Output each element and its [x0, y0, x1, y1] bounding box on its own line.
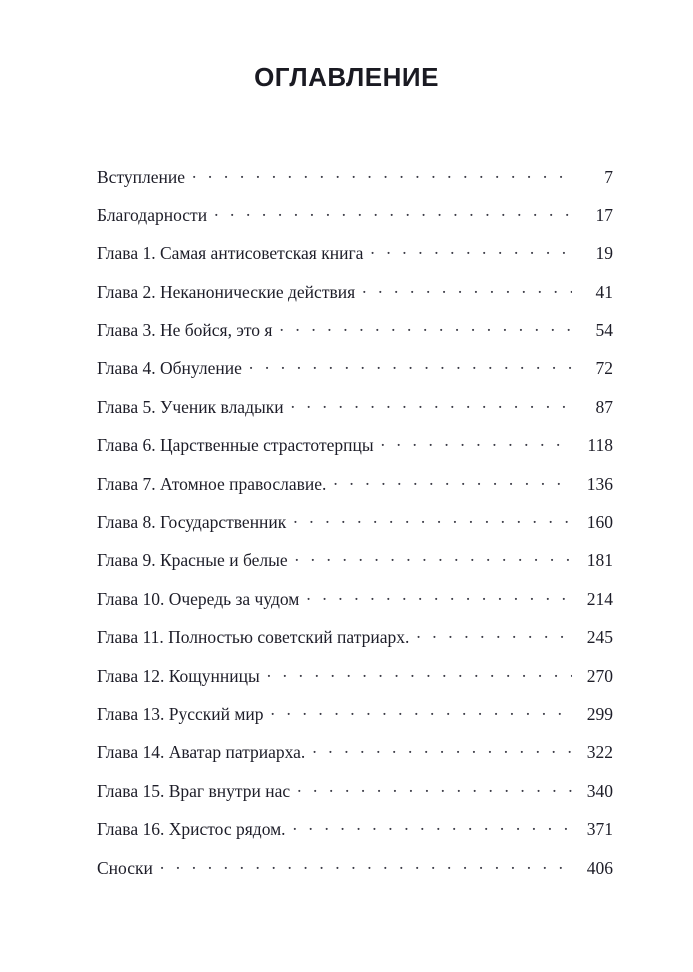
toc-dot-leader — [306, 587, 572, 605]
toc-dot-leader — [293, 818, 572, 836]
toc-dot-leader — [291, 395, 572, 413]
toc-entry-label: Глава 9. Красные и белые — [97, 550, 288, 571]
toc-entry[interactable] — [97, 702, 613, 740]
toc-entry-label: Глава 6. Царственные страстотерпцы — [97, 435, 374, 456]
toc-entry-label: Глава 15. Враг внутри нас — [97, 780, 291, 801]
toc-entry-page-number: 136 — [586, 473, 613, 494]
toc-dot-leader — [214, 203, 572, 221]
toc-entry-page-number: 41 — [595, 281, 613, 302]
toc-entry-label: Глава 1. Самая антисоветская книга — [97, 243, 364, 264]
toc-dot-leader — [192, 165, 572, 183]
toc-entry-page-number: 214 — [586, 588, 613, 609]
toc-entry-label: Сноски — [97, 857, 153, 878]
toc-entry-page-number: 87 — [595, 396, 613, 417]
toc-entry[interactable] — [97, 779, 613, 817]
toc-entry-label: Глава 13. Русский мир — [97, 703, 264, 724]
toc-entry[interactable] — [97, 319, 613, 357]
toc-dot-leader — [381, 434, 572, 452]
toc-entry-label: Благодарности — [97, 204, 208, 225]
toc-entry[interactable] — [97, 664, 613, 702]
toc-entry-label: Глава 14. Аватар патриарха. — [97, 742, 306, 763]
toc-dot-leader — [160, 856, 572, 874]
toc-entry-page-number: 72 — [595, 358, 613, 379]
toc-entry[interactable] — [97, 856, 613, 894]
toc-entry[interactable] — [97, 472, 613, 510]
toc-dot-leader — [267, 664, 572, 682]
toc-entry[interactable] — [97, 242, 613, 280]
toc-dot-leader — [297, 779, 572, 797]
toc-dot-leader — [416, 626, 572, 644]
toc-dot-leader — [295, 549, 572, 567]
toc-entry-label: Глава 2. Неканонические действия — [97, 281, 356, 302]
toc-entry-label: Глава 4. Обнуление — [97, 358, 242, 379]
toc-entry-label: Глава 10. Очередь за чудом — [97, 588, 300, 609]
toc-entry-page-number: 322 — [586, 742, 613, 763]
toc-entry[interactable] — [97, 818, 613, 856]
toc-entry[interactable] — [97, 165, 613, 203]
toc-entry-page-number: 245 — [586, 627, 613, 648]
toc-entry[interactable] — [97, 549, 613, 587]
toc-entry-page-number: 19 — [595, 243, 613, 264]
toc-entry[interactable] — [97, 357, 613, 395]
toc-entry-page-number: 406 — [586, 857, 613, 878]
toc-entry-label: Глава 5. Ученик владыки — [97, 396, 284, 417]
toc-entry-page-number: 17 — [595, 204, 613, 225]
toc-dot-leader — [293, 511, 572, 529]
toc-dot-leader — [370, 242, 572, 260]
toc-entry[interactable] — [97, 741, 613, 779]
toc-dot-leader — [333, 472, 572, 490]
toc-entry-label: Глава 7. Атомное православие. — [97, 473, 327, 494]
toc-entry[interactable] — [97, 511, 613, 549]
toc-entry-page-number: 270 — [586, 665, 613, 686]
toc-entry-page-number: 7 — [604, 166, 613, 187]
toc-entry-label: Вступление — [97, 166, 185, 187]
toc-dot-leader — [271, 702, 572, 720]
toc-entry-label: Глава 12. Кощунницы — [97, 665, 260, 686]
toc-entry[interactable] — [97, 395, 613, 433]
toc-entry-page-number: 371 — [586, 819, 613, 840]
toc-dot-leader — [279, 319, 572, 337]
toc-entry[interactable] — [97, 280, 613, 318]
toc-entry[interactable] — [97, 587, 613, 625]
toc-entry-page-number: 340 — [586, 780, 613, 801]
toc-entry[interactable] — [97, 203, 613, 241]
toc-dot-leader — [312, 741, 572, 759]
toc-entry-page-number: 299 — [586, 703, 613, 724]
toc-entry-list — [97, 165, 613, 894]
toc-entry-page-number: 181 — [586, 550, 613, 571]
toc-entry-label: Глава 11. Полностью советский патриарх. — [97, 627, 410, 648]
toc-entry[interactable] — [97, 434, 613, 472]
toc-entry-label: Глава 8. Государственник — [97, 512, 287, 533]
toc-entry-page-number: 54 — [595, 320, 613, 341]
toc-entry-label: Глава 16. Христос рядом. — [97, 819, 286, 840]
toc-entry-page-number: 118 — [587, 435, 613, 456]
toc-dot-leader — [362, 280, 572, 298]
toc-entry[interactable] — [97, 626, 613, 664]
toc-entry-page-number: 160 — [586, 512, 613, 533]
toc-dot-leader — [249, 357, 572, 375]
page-title: ОГЛАВЛЕНИЕ — [254, 62, 439, 92]
toc-entry-label: Глава 3. Не бойся, это я — [97, 320, 273, 341]
